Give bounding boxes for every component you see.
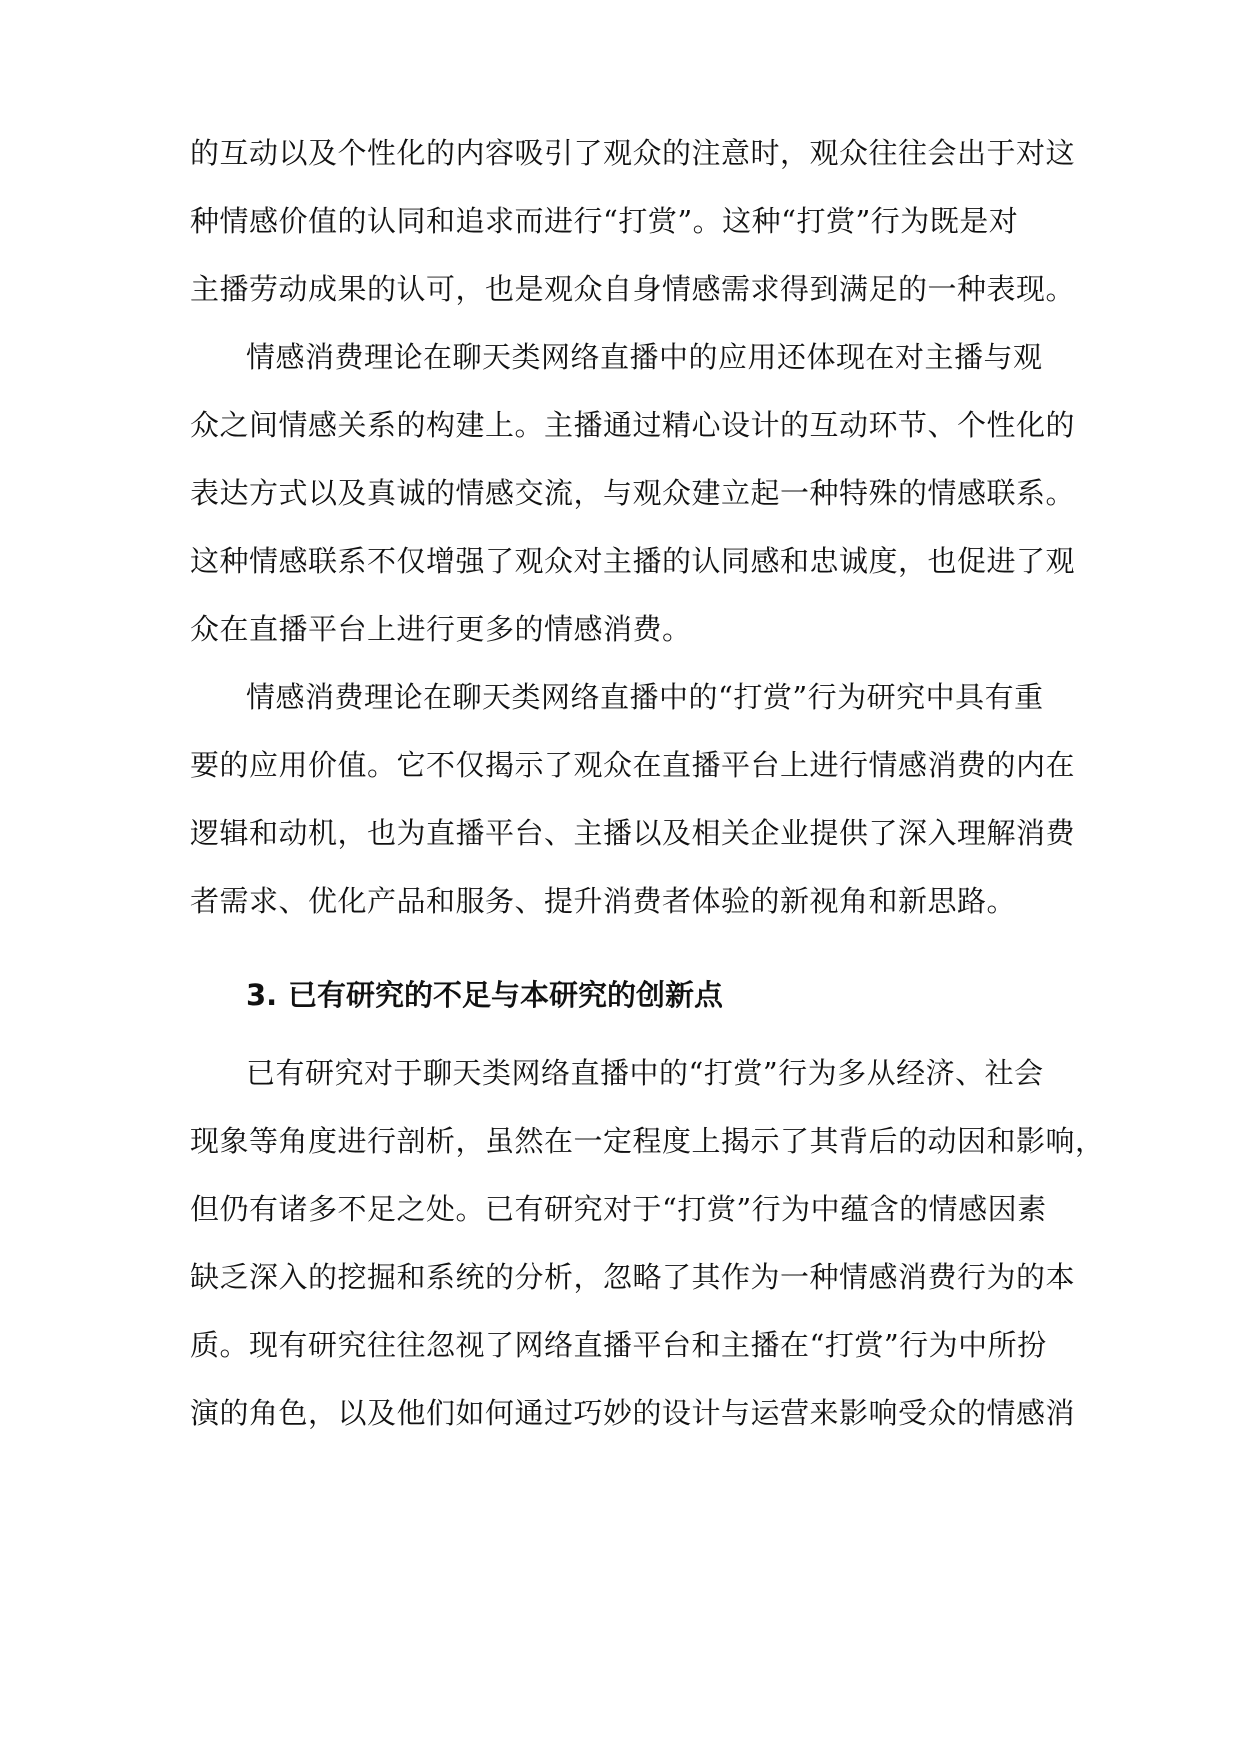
paragraph-3-line-3: 逻辑和动机，也为直播平台、主播以及相关企业提供了深入理解消费: [190, 816, 1076, 850]
section-heading: [246, 975, 1066, 1015]
paragraph-2-line-5: 众在直播平台上进行更多的情感消费。: [190, 612, 692, 646]
paragraph-2-line-3: 表达方式以及真诚的情感交流，与观众建立起一种特殊的情感联系。: [190, 476, 1076, 510]
paragraph-4-line-3: 但仍有诸多不足之处。已有研究对于“打赏”行为中蕴含的情感因素: [190, 1192, 1047, 1226]
paragraph-4-line-6: 演的角色，以及他们如何通过巧妙的设计与运营来影响受众的情感消: [190, 1396, 1076, 1430]
section-number: 3.: [246, 978, 278, 1012]
paragraph-4-line-2: 现象等角度进行剖析，虽然在一定程度上揭示了其背后的动因和影响，: [190, 1124, 1105, 1158]
paragraph-4-line-5: 质。现有研究往往忽视了网络直播平台和主播在“打赏”行为中所扮: [190, 1328, 1047, 1362]
paragraph-2-line-4: 这种情感联系不仅增强了观众对主播的认同感和忠诚度，也促进了观: [190, 544, 1076, 578]
paragraph-4-line-1: 已有研究对于聊天类网络直播中的“打赏”行为多从经济、社会: [246, 1056, 1044, 1090]
paragraph-3-line-2: 要的应用价值。它不仅揭示了观众在直播平台上进行情感消费的内在: [190, 748, 1076, 782]
paragraph-3-line-1: 情感消费理论在聊天类网络直播中的“打赏”行为研究中具有重: [246, 680, 1044, 714]
section-title: 已有研究的不足与本研究的创新点: [288, 978, 724, 1012]
paragraph-2-line-2: 众之间情感关系的构建上。主播通过精心设计的互动环节、个性化的: [190, 408, 1076, 442]
paragraph-2-line-1: 情感消费理论在聊天类网络直播中的应用还体现在对主播与观: [246, 340, 1043, 374]
paragraph-1-line-3: 主播劳动成果的认可，也是观众自身情感需求得到满足的一种表现。: [190, 272, 1076, 306]
paragraph-1-line-2: 种情感价值的认同和追求而进行“打赏”。这种“打赏”行为既是对: [190, 204, 1019, 238]
paragraph-4-line-4: 缺乏深入的挖掘和系统的分析，忽略了其作为一种情感消费行为的本: [190, 1260, 1076, 1294]
paragraph-1-line-1: 的互动以及个性化的内容吸引了观众的注意时，观众往往会出于对这: [190, 136, 1076, 170]
paragraph-3-line-4: 者需求、优化产品和服务、提升消费者体验的新视角和新思路。: [190, 884, 1017, 918]
